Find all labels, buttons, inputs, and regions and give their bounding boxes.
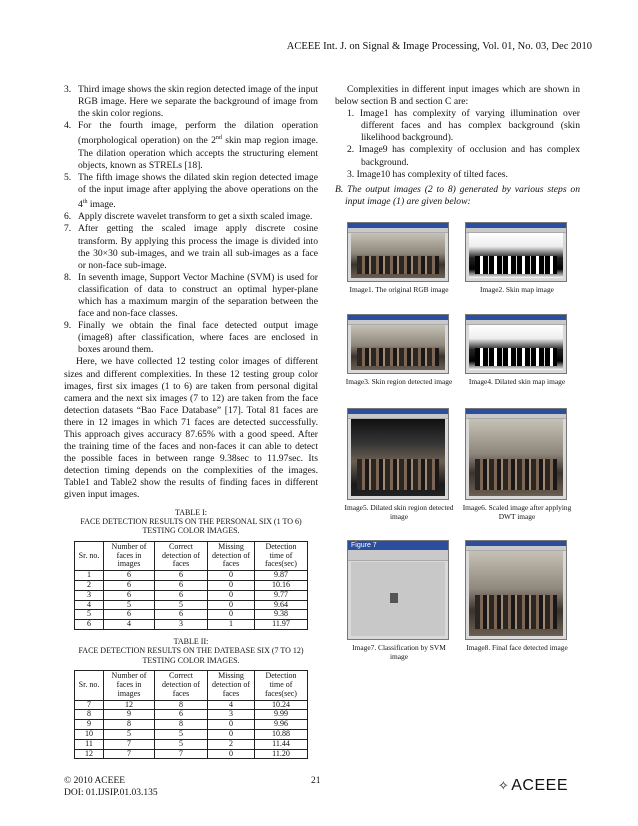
table-cell: 9.64 (255, 600, 308, 610)
table-cell: 7 (155, 749, 208, 759)
figure-caption: Image8. Final face detected image (466, 643, 568, 652)
table-cell: 3 (208, 710, 255, 720)
figure-photo (351, 419, 445, 496)
table-row (75, 749, 308, 759)
table-cell: 1 (75, 571, 104, 581)
table-cell: 10.16 (255, 580, 308, 590)
figure-caption: Image2. Skin map image (480, 285, 554, 294)
method-steps (64, 84, 318, 356)
table-cell: 6 (155, 710, 208, 720)
matlab-figure-window (347, 408, 449, 500)
table-cell: 7 (75, 700, 104, 710)
table-header-cell: Sr. no. (75, 541, 104, 570)
complexity-item: 1. Image1 has complexity of varying illumination over different faces and has complex background (skin likelihood background). (347, 108, 580, 144)
table-cell: 6 (104, 610, 155, 620)
table-row (75, 739, 308, 749)
table-cell: 5 (104, 729, 155, 739)
table-cell: 8 (104, 720, 155, 730)
table-header-cell: Number of faces in images (104, 671, 155, 700)
table-header-cell: Correct detection of faces (155, 671, 208, 700)
table-cell: 9.96 (255, 720, 308, 730)
table-cell: 5 (155, 739, 208, 749)
table-header-row (75, 671, 308, 700)
figure-photo (469, 325, 563, 370)
table-header-row (75, 541, 308, 570)
table-cell: 6 (75, 620, 104, 630)
figure-caption: Image7. Classification by SVM image (352, 643, 446, 661)
table-cell: 0 (208, 580, 255, 590)
matlab-figure-window (465, 222, 567, 282)
section-b-heading: B. The output images (2 to 8) generated by various steps on input image (1) are given below: (335, 183, 580, 207)
table-cell: 5 (155, 729, 208, 739)
step-item: 8. In seventh image, Support Vector Machine (SVM) is used for classification of data to construct an optimal hyper-plane which has a maximum margin of the separation between the face and non-face classes. (64, 271, 318, 320)
people-group (357, 256, 440, 274)
figure-caption: Image6. Scaled image after applying DWT image (462, 503, 572, 521)
table-cell: 8 (155, 720, 208, 730)
complexities-intro: Complexities in different input images which are shown in below section B and section C are: (335, 84, 580, 108)
table-cell: 0 (208, 610, 255, 620)
matlab-figure-window (465, 540, 567, 640)
table-cell: 5 (155, 600, 208, 610)
table-header-cell: Detection time of faces(sec) (255, 541, 308, 570)
table-row (75, 600, 308, 610)
figure-photo (351, 325, 445, 370)
matlab-figure-window (465, 408, 567, 500)
table-cell: 0 (208, 590, 255, 600)
table-cell: 9.38 (255, 610, 308, 620)
complexity-item: 2. Image9 has complexity of occlusion and has complex background. (347, 144, 580, 168)
right-column (335, 84, 580, 208)
table-row (75, 580, 308, 590)
table-cell: 6 (104, 571, 155, 581)
table-cell: 3 (155, 620, 208, 630)
table1-caption: TABLE I: FACE DETECTION RESULTS ON THE PERSONAL SIX (1 TO 6) TESTING COLOR IMAGES. (80, 507, 302, 536)
table2 (74, 670, 308, 759)
step-item: 3. Third image shows the skin region detected image of the input RGB image. Here we separate the background of image from the skin color regions. (64, 84, 318, 120)
table-row (75, 710, 308, 720)
figure-caption: Image4. Dilated skin map image (468, 377, 566, 386)
table-cell: 0 (208, 749, 255, 759)
people-group (357, 459, 440, 490)
table-row (75, 590, 308, 600)
figure-caption: Image5. Dilated skin region detected image (344, 503, 454, 521)
table-cell: 12 (75, 749, 104, 759)
page-number: 21 (311, 776, 321, 786)
table-row (75, 620, 308, 630)
footer-left (64, 775, 158, 799)
left-column (64, 84, 318, 759)
figure-photo (351, 233, 445, 278)
table2-caption: TABLE II: FACE DETECTION RESULTS ON THE DATEBASE SIX (7 TO 12) TESTING COLOR IMAGES. (78, 636, 304, 665)
table-cell: 11.44 (255, 739, 308, 749)
aceee-logo: ✧ ACEEE (497, 777, 568, 794)
people-group (475, 595, 558, 629)
people-group (475, 348, 558, 366)
table-cell: 3 (75, 590, 104, 600)
matlab-figure-window (347, 222, 449, 282)
table-cell: 6 (104, 580, 155, 590)
table-cell: 10.88 (255, 729, 308, 739)
table-header-cell: Missing detection of faces (208, 671, 255, 700)
table-cell: 8 (75, 710, 104, 720)
table-cell: 9.99 (255, 710, 308, 720)
table-cell: 0 (208, 600, 255, 610)
table-cell: 9.77 (255, 590, 308, 600)
matlab-figure-window (347, 314, 449, 374)
table-cell: 11.97 (255, 620, 308, 630)
table-cell: 8 (155, 700, 208, 710)
table-cell: 2 (75, 580, 104, 590)
table-header-cell: Number of faces in images (104, 541, 155, 570)
table-cell: 0 (208, 729, 255, 739)
people-group (475, 256, 558, 274)
table-cell: 1 (208, 620, 255, 630)
table-cell: 4 (104, 620, 155, 630)
table1 (74, 541, 308, 630)
table-cell: 6 (155, 571, 208, 581)
table-header-cell: Detection time of faces(sec) (255, 671, 308, 700)
step-item: 5. The fifth image shows the dilated skin region detected image of the input image after applying the above operations on the 4th image. (64, 171, 318, 211)
matlab-figure-window (347, 540, 449, 640)
matlab-figure-window (465, 314, 567, 374)
running-header: ACEEE Int. J. on Signal & Image Processing, Vol. 01, No. 03, Dec 2010 (286, 41, 592, 52)
figure-photo (469, 233, 563, 278)
results-paragraph: Here, we have collected 12 testing color images of different sizes and different complexities. In these 12 testing group color images, first six images (1 to 6) are taken from personal digital camera and the next six images (7 to 12) are taken from the face detection datasets “Bao Face Database” [17]. Total 81 faces are there in 12 images in which 71 faces are detected successfully. This approach gives accuracy 87.65% with a good speed. After the training time of the faces and non-faces it can able to detect the possible faces in between range 9.38sec to 11.97sec. Its detection timing depends on the complexities of the images. Table1 and Table2 show the results of finding faces in different given input images. (64, 356, 318, 501)
figure-caption: Image3. Skin region detected image (345, 377, 453, 386)
figure-photo (469, 551, 563, 636)
table-row (75, 720, 308, 730)
table-cell: 6 (155, 590, 208, 600)
star-logo-icon: ✧ (497, 778, 510, 793)
table-cell: 6 (155, 610, 208, 620)
copyright: © 2010 ACEEE (64, 776, 126, 786)
table-cell: 10.24 (255, 700, 308, 710)
figure-photo (351, 562, 445, 636)
table-cell: 11 (75, 739, 104, 749)
table-header-cell: Correct detection of faces (155, 541, 208, 570)
people-group (357, 348, 440, 366)
step-item: 7. After getting the scaled image apply discrete cosine transform. By applying this process the image is divided into the 30×30 sub-images, and we train all sub-images as a face or non-face sub-image. (64, 223, 318, 271)
window-titlebar: Figure 7 (348, 541, 448, 550)
table-cell: 7 (104, 749, 155, 759)
table-cell: 12 (104, 700, 155, 710)
figure-photo (469, 419, 563, 496)
table-header-cell: Missing detection of faces (208, 541, 255, 570)
table-cell: 4 (75, 600, 104, 610)
table-cell: 5 (75, 610, 104, 620)
table-header-cell: Sr. no. (75, 671, 104, 700)
doi: DOI: 01.IJSIP.01.03.135 (64, 788, 158, 798)
table-cell: 6 (155, 580, 208, 590)
step-item: 6. Apply discrete wavelet transform to get a sixth scaled image. (64, 211, 313, 223)
table-cell: 4 (208, 700, 255, 710)
step-item: 4. For the fourth image, perform the dilation operation (morphological operation) on the 2nd skin map region image. The dilation operation which accepts the structuring element objects, known as STRELs [18]. (64, 120, 319, 171)
table-cell: 2 (208, 739, 255, 749)
table-cell: 0 (208, 720, 255, 730)
svm-output-patch (390, 593, 398, 603)
table-row (75, 729, 308, 739)
table-cell: 7 (104, 739, 155, 749)
complexity-item: 3. Image10 has complexity of tilted faces. (347, 168, 508, 180)
window-toolbar (348, 550, 448, 561)
table-cell: 5 (104, 600, 155, 610)
table-cell: 9.87 (255, 571, 308, 581)
figure-caption: Image1. The original RGB image (349, 285, 449, 294)
table-cell: 11.20 (255, 749, 308, 759)
people-group (475, 459, 558, 490)
table-row (75, 700, 308, 710)
table-cell: 9 (104, 710, 155, 720)
step-item: 9. Finally we obtain the final face detected output image (image8) after classification, where faces are enclosed in boxes around them. (64, 320, 318, 356)
table-cell: 6 (104, 590, 155, 600)
table-cell: 9 (75, 720, 104, 730)
table-cell: 10 (75, 729, 104, 739)
table-row (75, 571, 308, 581)
table-cell: 0 (208, 571, 255, 581)
